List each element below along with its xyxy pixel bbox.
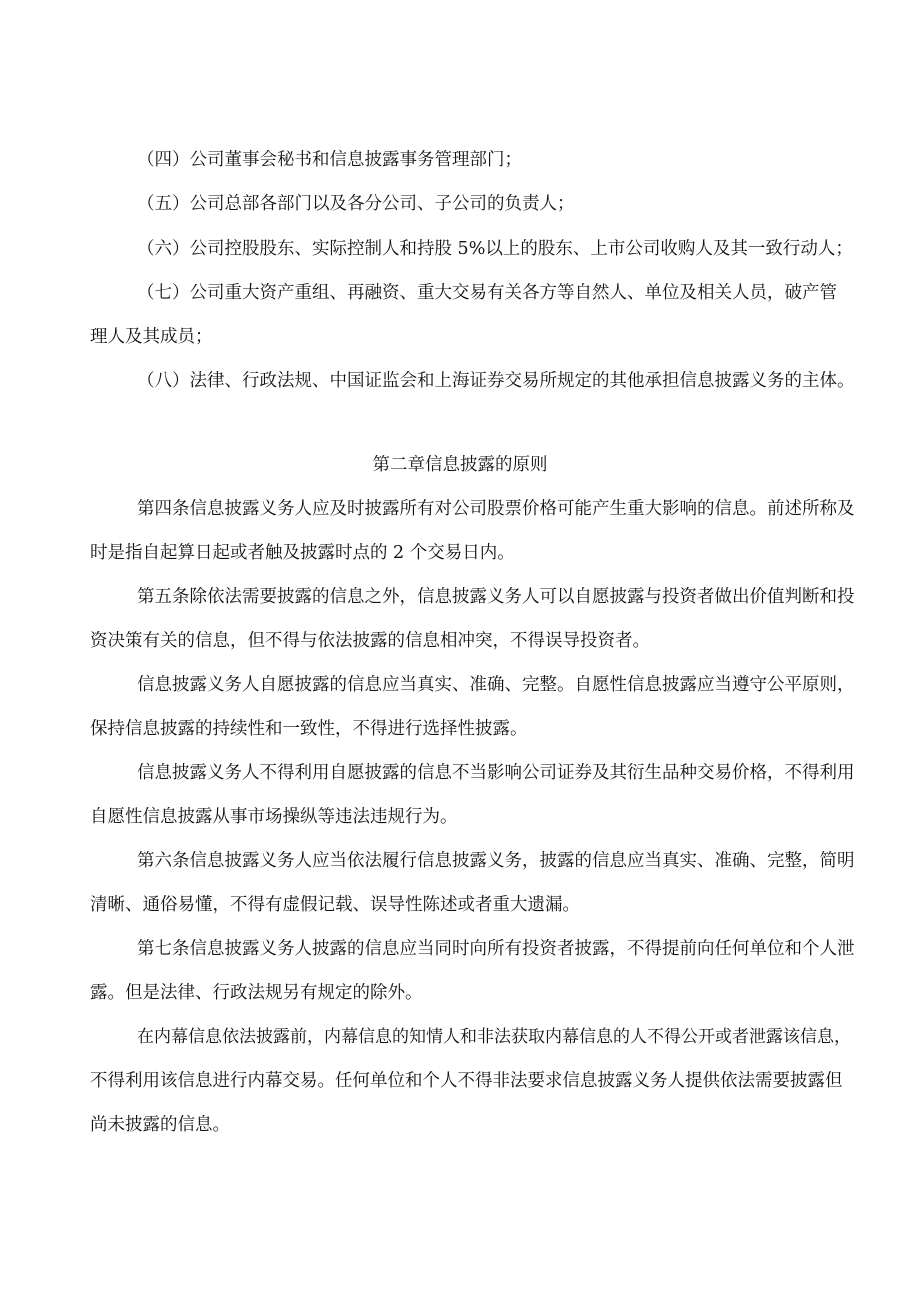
paragraph-insider-line-2: 不得利用该信息进行内幕交易。任何单位和个人不得非法要求信息披露义务人提供依法需要披露但 xyxy=(90,1071,843,1091)
chapter-heading: 第二章信息披露的原则 xyxy=(372,455,548,475)
paragraph-voluntary-1-line-1: 信息披露义务人自愿披露的信息应当真实、准确、完整。自愿性信息披露应当遵守公平原则， xyxy=(137,675,855,695)
paragraph-voluntary-1-line-2: 保持信息披露的持续性和一致性，不得进行选择性披露。 xyxy=(90,719,528,739)
paragraph-voluntary-2-line-2: 自愿性信息披露从事市场操纵等违法违规行为。 xyxy=(90,807,458,827)
paragraph-insider-line-1: 在内幕信息依法披露前，内幕信息的知情人和非法获取内幕信息的人不得公开或者泄露该信息， xyxy=(137,1027,851,1047)
article-5-line-2: 资决策有关的信息，但不得与依法披露的信息相冲突，不得误导投资者。 xyxy=(90,631,650,651)
article-5-line-1: 第五条除依法需要披露的信息之外，信息披露义务人可以自愿披露与投资者做出价值判断和投 xyxy=(137,587,855,607)
clause-5-item: （五）公司总部各部门以及各分公司、子公司的负责人； xyxy=(137,194,575,214)
paragraph-insider-line-3: 尚未披露的信息。 xyxy=(90,1115,230,1135)
paragraph-voluntary-2-line-1: 信息披露义务人不得利用自愿披露的信息不当影响公司证券及其衍生品种交易价格，不得利用 xyxy=(137,763,855,783)
article-7-line-1: 第七条信息披露义务人披露的信息应当同时向所有投资者披露，不得提前向任何单位和个人泄 xyxy=(137,939,855,959)
article-6-line-1: 第六条信息披露义务人应当依法履行信息披露义务，披露的信息应当真实、准确、完整，简明 xyxy=(137,851,855,871)
clause-4-item: （四）公司董事会秘书和信息披露事务管理部门； xyxy=(137,150,522,170)
clause-7-item-line-2: 理人及其成员； xyxy=(90,327,213,347)
clause-6-item: （六）公司控股股东、实际控制人和持股 5%以上的股东、上市公司收购人及其一致行动人； xyxy=(137,239,853,259)
article-4-line-2: 时是指自起算日起或者触及披露时点的 2 个交易日内。 xyxy=(90,543,515,563)
article-6-line-2: 清晰、通俗易懂，不得有虚假记载、误导性陈述或者重大遗漏。 xyxy=(90,895,580,915)
clause-8-item: （八）法律、行政法规、中国证监会和上海证券交易所规定的其他承担信息披露义务的主体。 xyxy=(137,371,855,391)
article-4-line-1: 第四条信息披露义务人应及时披露所有对公司股票价格可能产生重大影响的信息。前述所称及 xyxy=(137,499,855,519)
clause-7-item-line-1: （七）公司重大资产重组、再融资、重大交易有关各方等自然人、单位及相关人员，破产管 xyxy=(137,283,837,303)
article-7-line-2: 露。但是法律、行政法规另有规定的除外。 xyxy=(90,983,423,1003)
